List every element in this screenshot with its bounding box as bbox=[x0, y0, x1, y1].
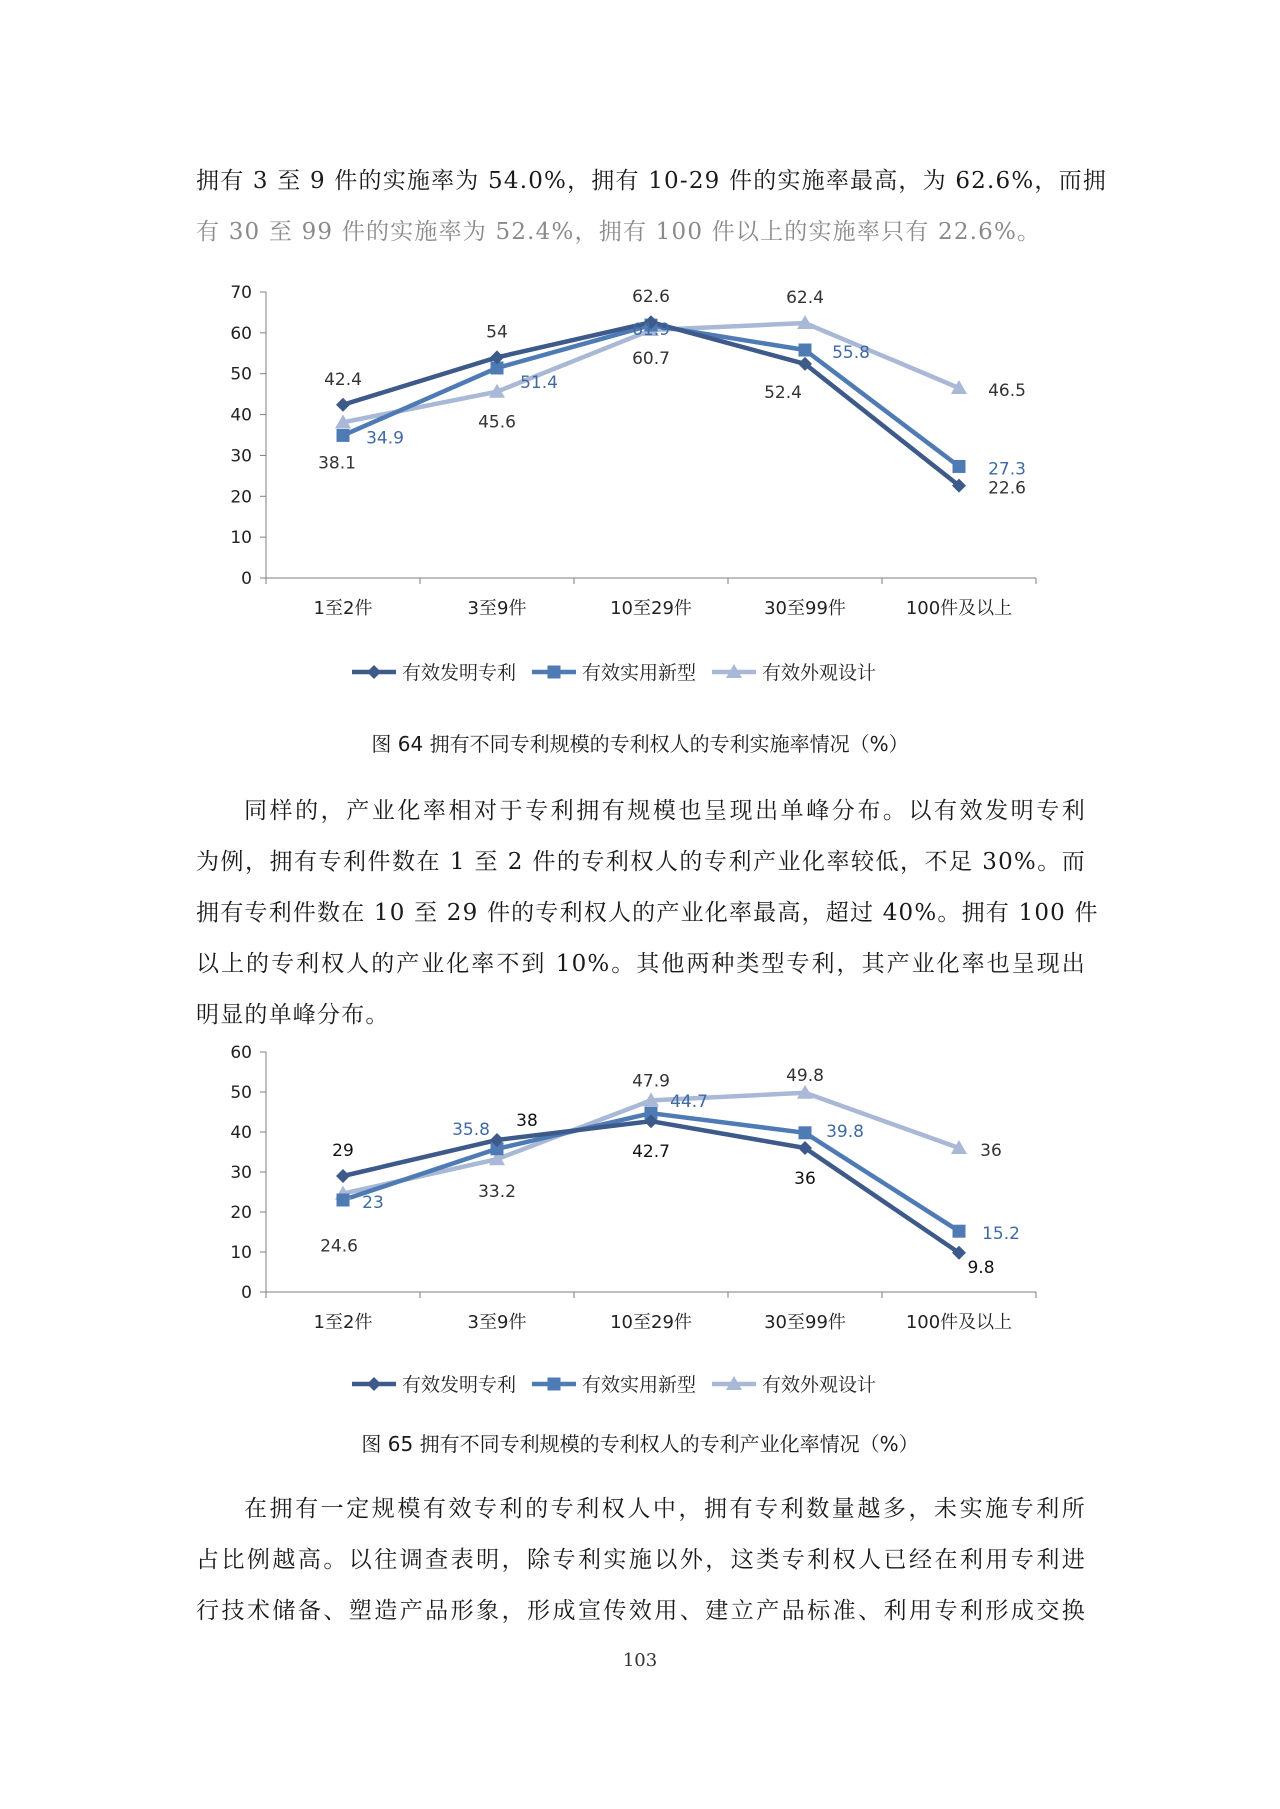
x-tick-label: 3至9件 bbox=[467, 1312, 527, 1333]
data-label: 9.8 bbox=[967, 1257, 995, 1278]
data-point-marker bbox=[799, 1126, 812, 1139]
data-point-marker bbox=[337, 429, 350, 442]
data-point-marker bbox=[799, 344, 812, 357]
data-label: 29 bbox=[332, 1141, 354, 1161]
legend-label: 有效发明专利 bbox=[402, 1374, 517, 1396]
x-tick-label: 10至29件 bbox=[610, 1312, 692, 1333]
data-label: 61.9 bbox=[632, 320, 670, 341]
legend-marker bbox=[367, 665, 381, 679]
data-point-marker bbox=[336, 398, 350, 412]
y-tick-label: 30 bbox=[230, 446, 252, 467]
chart-implementation-rate-svg bbox=[196, 278, 1086, 708]
paragraph-2-line-4: 以上的专利权人的产业化率不到 10%。其他两种类型专利，其产业化率也呈现出 bbox=[196, 951, 1086, 977]
paragraph-2-line-3: 拥有专利件数在 10 至 29 件的专利权人的产业化率最高，超过 40%。拥有 100 件 bbox=[196, 900, 1099, 926]
data-label: 36 bbox=[980, 1141, 1002, 1161]
data-label: 33.2 bbox=[478, 1182, 516, 1203]
y-tick-label: 30 bbox=[230, 1163, 252, 1183]
y-tick-label: 10 bbox=[230, 528, 252, 549]
series-line-0 bbox=[343, 1121, 959, 1253]
y-tick-label: 60 bbox=[230, 1043, 252, 1063]
data-label: 35.8 bbox=[452, 1119, 490, 1140]
y-tick-label: 50 bbox=[230, 364, 252, 385]
y-tick-label: 40 bbox=[230, 1123, 252, 1143]
data-label: 34.9 bbox=[366, 428, 404, 449]
x-tick-label: 100件及以上 bbox=[905, 1312, 1013, 1333]
y-tick-label: 10 bbox=[230, 1243, 252, 1263]
data-label: 55.8 bbox=[832, 343, 870, 364]
data-label: 54 bbox=[486, 322, 508, 343]
data-label: 62.4 bbox=[786, 288, 824, 309]
data-label: 49.8 bbox=[786, 1065, 824, 1086]
data-label: 38.1 bbox=[318, 453, 356, 474]
data-label: 39.8 bbox=[826, 1121, 864, 1142]
x-tick-label: 1至2件 bbox=[313, 1312, 373, 1333]
paragraph-2-line-1: 同样的，产业化率相对于专利拥有规模也呈现出单峰分布。以有效发明专利 bbox=[244, 798, 1086, 824]
y-tick-label: 0 bbox=[241, 1283, 252, 1303]
paragraph-2-line-2: 为例，拥有专利件数在 1 至 2 件的专利权人的专利产业化率较低，不足 30%。而 bbox=[196, 849, 1086, 875]
paragraph-2-line-5: 明显的单峰分布。 bbox=[196, 1002, 390, 1028]
paragraph-3-line-3: 行技术储备、塑造产品形象，形成宣传效用、建立产品标准、利用专利形成交换 bbox=[196, 1598, 1086, 1624]
y-tick-label: 50 bbox=[230, 1083, 252, 1103]
y-tick-label: 0 bbox=[241, 569, 252, 589]
data-label: 51.4 bbox=[520, 372, 558, 393]
legend-label: 有效实用新型 bbox=[582, 1374, 697, 1396]
x-tick-label: 3至9件 bbox=[467, 598, 527, 619]
data-label: 24.6 bbox=[320, 1236, 358, 1257]
data-point-marker bbox=[337, 1194, 350, 1207]
data-label: 52.4 bbox=[764, 382, 802, 403]
page-number: 103 bbox=[622, 1650, 658, 1671]
data-label: 47.9 bbox=[632, 1071, 670, 1092]
data-label: 15.2 bbox=[982, 1224, 1020, 1245]
legend-marker bbox=[548, 1378, 561, 1391]
data-label: 46.5 bbox=[988, 381, 1026, 402]
data-label: 38 bbox=[516, 1111, 538, 1131]
paragraph-3 bbox=[196, 1484, 1086, 1637]
data-label: 22.6 bbox=[988, 478, 1026, 499]
legend-label: 有效外观设计 bbox=[762, 662, 877, 684]
legend-label: 有效发明专利 bbox=[402, 662, 517, 684]
chart-implementation-rate bbox=[196, 278, 1086, 708]
data-label: 42.7 bbox=[632, 1142, 670, 1163]
data-point-marker bbox=[953, 1225, 966, 1238]
y-tick-label: 40 bbox=[230, 405, 252, 426]
y-tick-label: 70 bbox=[230, 283, 252, 303]
data-point-marker bbox=[953, 460, 966, 473]
y-tick-label: 60 bbox=[230, 323, 252, 344]
paragraph-1 bbox=[196, 156, 1107, 258]
paragraph-3-line-2: 占比例越高。以往调查表明，除专利实施以外，这类专利权人已经在利用专利进 bbox=[196, 1547, 1086, 1573]
x-tick-label: 100件及以上 bbox=[905, 598, 1013, 619]
chart-industrialization-rate bbox=[196, 1036, 1086, 1406]
data-label: 27.3 bbox=[988, 459, 1026, 480]
data-label: 60.7 bbox=[632, 348, 670, 369]
x-tick-label: 10至29件 bbox=[610, 598, 692, 619]
x-tick-label: 30至99件 bbox=[764, 598, 846, 619]
data-label: 23 bbox=[362, 1193, 384, 1213]
data-label: 44.7 bbox=[670, 1092, 708, 1113]
data-label: 45.6 bbox=[478, 412, 516, 433]
y-tick-label: 20 bbox=[230, 487, 252, 508]
data-label: 42.4 bbox=[324, 369, 362, 390]
paragraph-3-line-1: 在拥有一定规模有效专利的专利权人中，拥有专利数量越多，未实施专利所 bbox=[244, 1496, 1086, 1522]
chart-industrialization-rate-svg bbox=[196, 1036, 1086, 1406]
data-label: 36 bbox=[794, 1169, 816, 1189]
paragraph-1-line-1: 拥有 3 至 9 件的实施率为 54.0%，拥有 10-29 件的实施率最高，为 62.6%，而拥 bbox=[196, 168, 1107, 194]
y-tick-label: 20 bbox=[230, 1203, 252, 1223]
paragraph-2 bbox=[196, 786, 1099, 1041]
legend-label: 有效实用新型 bbox=[582, 662, 697, 684]
figure-64-caption: 图 64 拥有不同专利规模的专利权人的专利实施率情况（%） bbox=[371, 732, 909, 756]
figure-65-caption: 图 65 拥有不同专利规模的专利权人的专利产业化率情况（%） bbox=[361, 1432, 919, 1456]
paragraph-1-line-2: 有 30 至 99 件的实施率为 52.4%，拥有 100 件以上的实施率只有 22.6%。 bbox=[196, 219, 1042, 245]
legend-label: 有效外观设计 bbox=[762, 1374, 877, 1396]
data-point-marker bbox=[336, 1169, 350, 1183]
legend-marker bbox=[548, 666, 561, 679]
legend-marker bbox=[367, 1377, 381, 1391]
data-label: 62.6 bbox=[632, 287, 670, 308]
x-tick-label: 1至2件 bbox=[313, 598, 373, 619]
x-tick-label: 30至99件 bbox=[764, 1312, 846, 1333]
